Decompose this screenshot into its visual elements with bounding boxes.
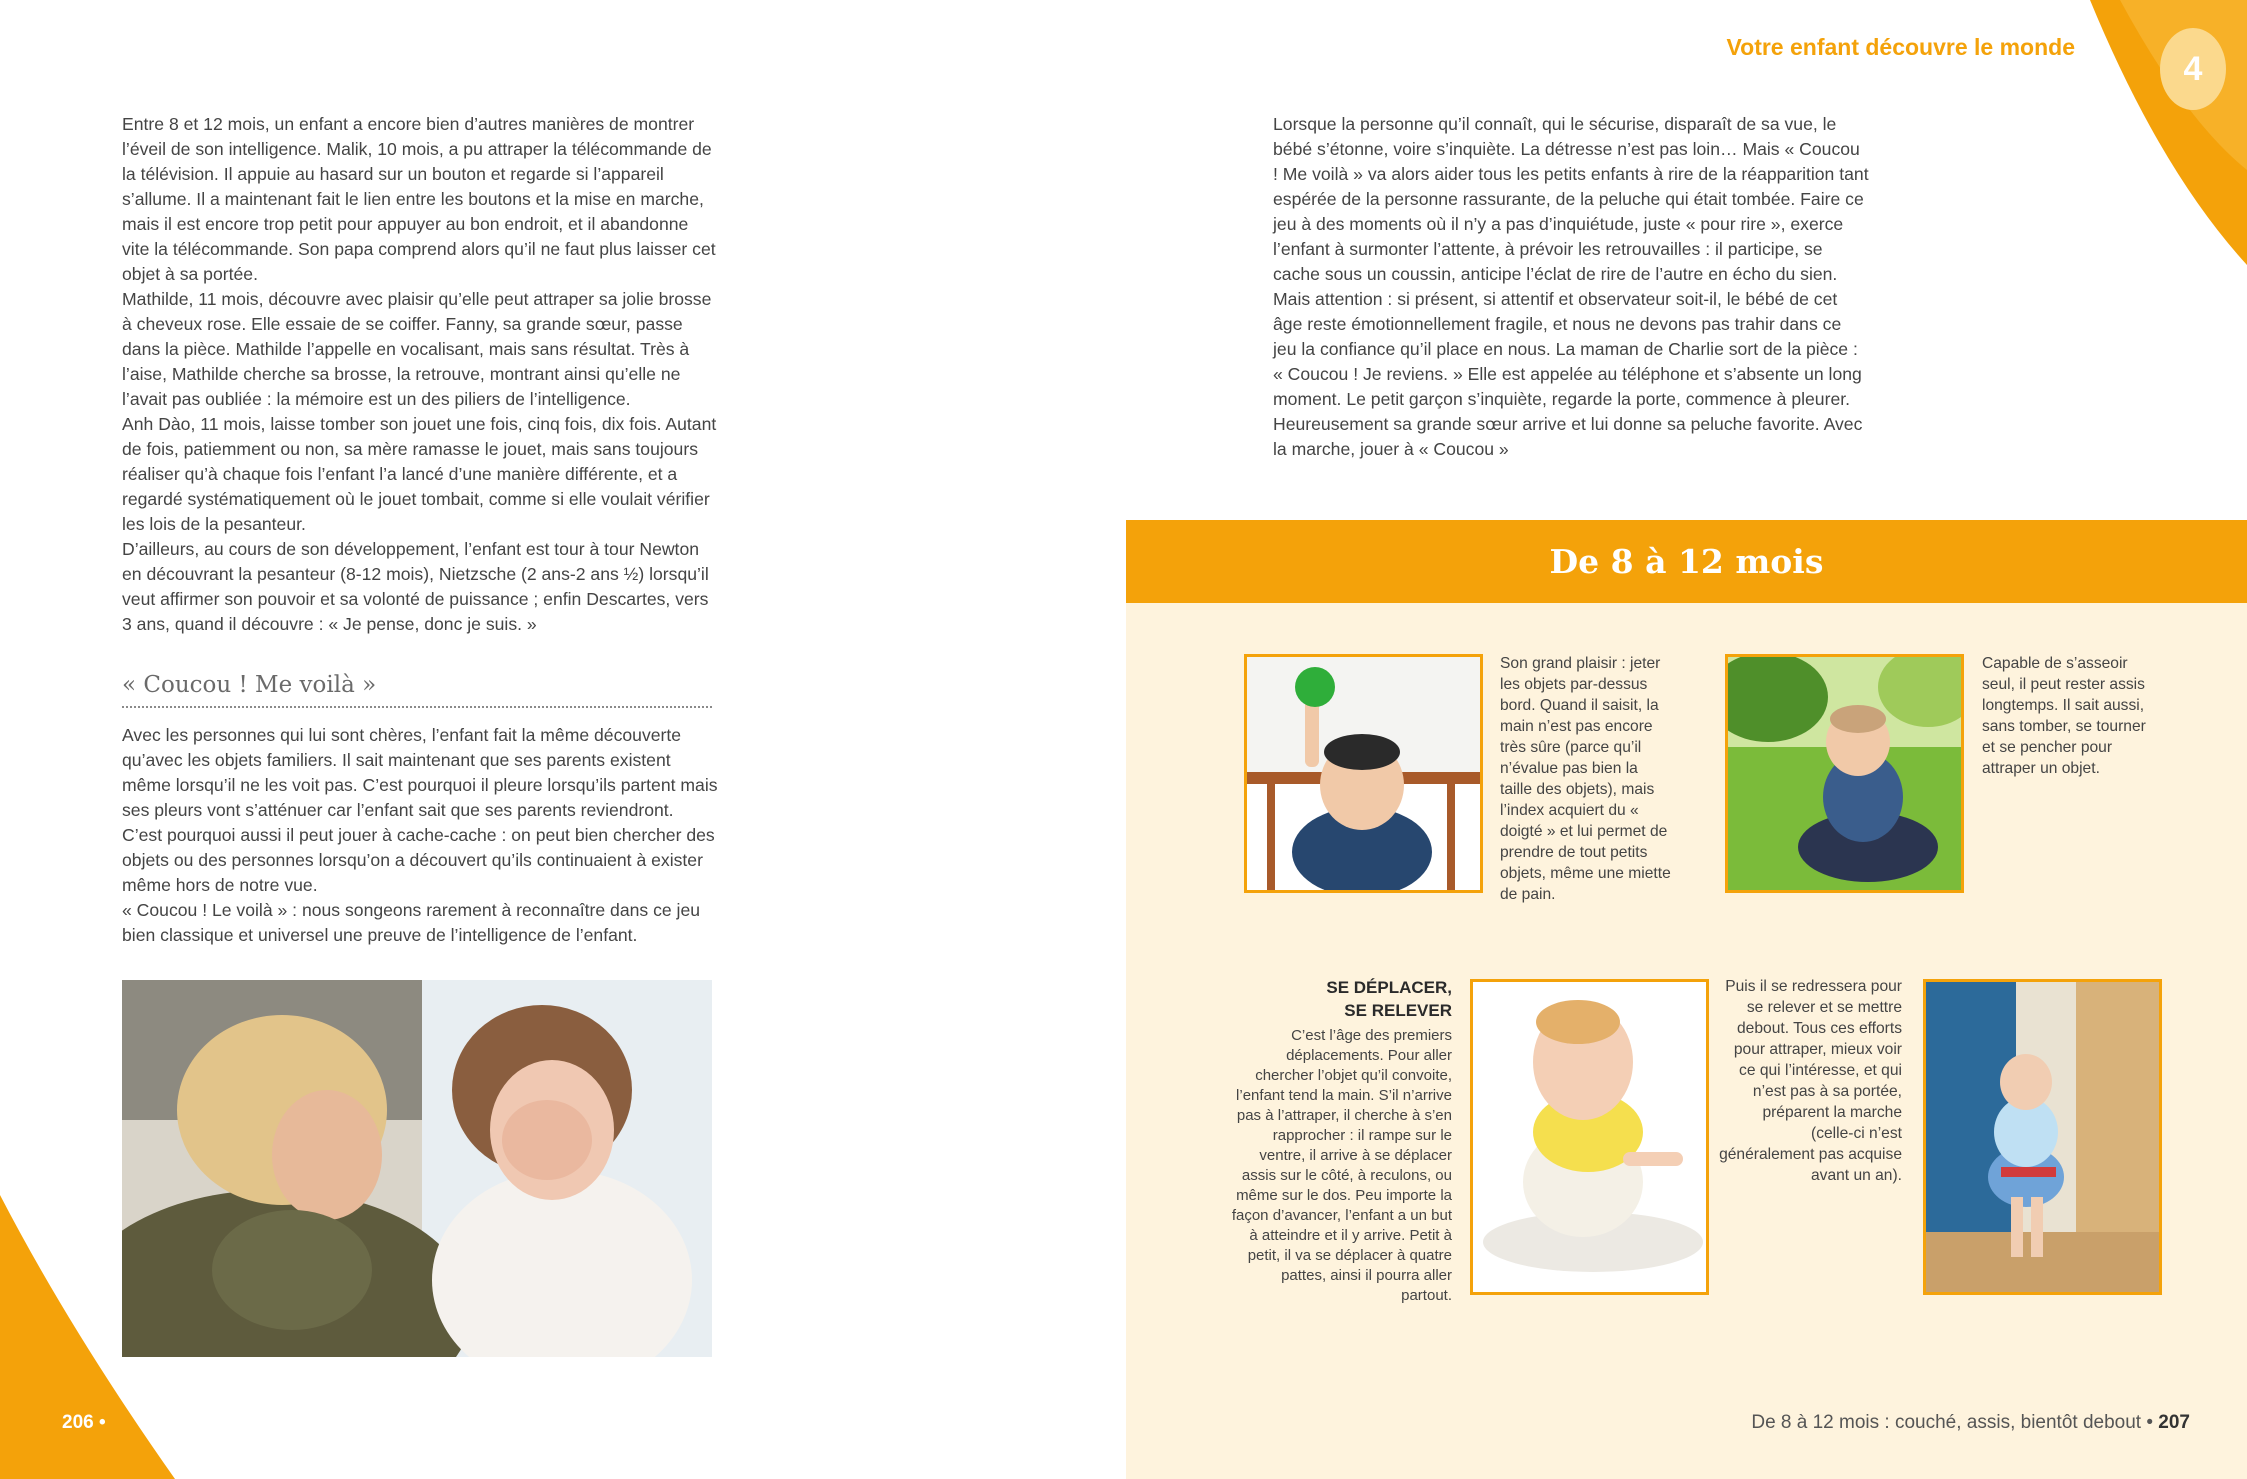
sidebar-title-band: De 8 à 12 mois (1126, 520, 2247, 603)
left-body-top (122, 112, 718, 637)
footer-text: De 8 à 12 mois : couché, assis, bientôt debout • (1751, 1412, 2154, 1433)
caption-block-3 (1230, 976, 1452, 1306)
caption-thumb-1: Son grand plaisir : jeter les objets par-dessus bord. Quand il saisit, la main n’est pas encore très sûre (parce qu’il n’évalue pas bien la taille des objets), mais l’index acquiert du « doigté » et lui permet de prendre de tout petits objets, même une miette de pain. (1500, 655, 1671, 903)
photo-mother-child-icon (122, 980, 712, 1357)
page-number-left: 206 • (62, 1412, 106, 1433)
paragraph: Avec les personnes qui lui sont chères, l’enfant fait la même découverte qu’avec les objets familiers. Il sait maintenant que ses parents existent même lorsqu’il ne les voit pas. C’est pourquoi il pleure lorsqu’ils partent mais ses pleurs vont s’atténuer car l’enfant sait que ses parents reviendront. C’est pourquoi aussi il peut jouer à cache-cache : on peut bien chercher des objets ou des personnes lorsqu’on a découvert qu’ils continuaient à exister même hors de notre vue. (122, 725, 718, 895)
paragraph: Entre 8 et 12 mois, un enfant a encore bien d’autres manières de montrer l’éveil de son intelligence. Malik, 10 mois, a pu attraper la télécommande de la télévision. Il appuie au hasard sur un bouton et regarde si l’appareil s’allume. Il a maintenant fait le lien entre les boutons et la mise en marche, mais il est encore trop petit pour appuyer au bon endroit, et il abandonne vite la télécommande. Son papa comprend alors qu’il ne faut plus laisser cet objet à sa portée. (122, 114, 716, 284)
caption-title-line-2: SE RELEVER (1344, 1001, 1452, 1020)
paragraph: Anh Dào, 11 mois, laisse tomber son jouet une fois, cinq fois, dix fois. Autant de fois, patiemment ou non, sa mère ramasse le jouet, mais sans toujours réaliser qu’à chaque fois l’enfant l’a lancé d’une manière différente, et a regardé systématiquement où le jouet tombait, comme si elle voulait vérifier les lois de la pesanteur. (122, 414, 717, 534)
page-number-right: 207 (2158, 1412, 2190, 1433)
section-subheading: « Coucou ! Me voilà » (122, 672, 712, 708)
running-header: Votre enfant découvre le monde (1726, 34, 2075, 60)
photo-baby-grass-icon (1725, 654, 1964, 893)
left-body-bottom (122, 723, 718, 948)
paragraph: Mathilde, 11 mois, découvre avec plaisir qu’elle peut attraper sa jolie brosse à cheveux rose. Elle essaie de se coiffer. Fanny, sa grande sœur, passe dans la pièce. Mathilde l’appelle en vocalisant, mais sans résultat. Très à l’aise, Mathilde cherche sa brosse, la retrouve, montrant ainsi qu’elle ne l’avait pas oubliée : la mémoire est un des piliers de l’intelligence. (122, 289, 712, 409)
photo-baby-crawling-icon (1470, 979, 1709, 1295)
paragraph: « Coucou ! Le voilà » : nous songeons rarement à reconnaître dans ce jeu bien classique et universel une preuve de l’intelligence de l’enfant. (122, 900, 701, 945)
paragraph: Lorsque la personne qu’il connaît, qui le sécurise, disparaît de sa vue, le bébé s’étonne, voire s’inquiète. La détresse n’est pas loin… Mais « Coucou ! Me voilà » va alors aider tous les petits enfants à rire de la réapparition tant espérée de la personne rassurante, de la peluche qui était tombée. Faire ce jeu à des moments où il n’y a pas d’inquiétude, juste « pour rire », exerce l’enfant à surmonter l’attente, à prévoir les retrouvailles : il participe, se cache sous un coussin, anticipe l’éclat de rire de l’autre en écho du sien. (1273, 114, 1869, 284)
caption-thumb-2: Capable de s’asseoir seul, il peut rester assis longtemps. Il sait aussi, sans tomber, se tourner et se pencher pour attraper un objet. (1982, 655, 2146, 777)
chapter-number-tab: 4 (2160, 28, 2226, 110)
page-footer-right (1751, 1412, 2190, 1434)
caption-thumb-3: C’est l’âge des premiers déplacements. Pour aller chercher l’objet qu’il convoite, l’enfant tend la main. S’il n’arrive pas à l’attraper, il cherche à s’en rapprocher : il rampe sur le ventre, il arrive à se déplacer assis sur le côté, à reculons, ou même sur le dos. Peu importe la façon d’avancer, l’enfant a un but à atteindre et il y arrive. Petit à petit, il va se déplacer à quatre pattes, ainsi il pourra aller partout. (1231, 1027, 1452, 1304)
photo-baby-standing-icon (1923, 979, 2162, 1295)
paragraph: D’ailleurs, au cours de son développement, l’enfant est tour à tour Newton en découvrant la pesanteur (8-12 mois), Nietzsche (2 ans-2 ans ½) lorsqu’il veut affirmer son pouvoir et sa volonté de puissance ; enfin Descartes, vers 3 ans, quand il découvre : « Je pense, donc je suis. » (122, 539, 709, 634)
right-body (1273, 112, 1869, 462)
caption-thumb-4: Puis il se redressera pour se relever et se mettre debout. Tous ces efforts pour attraper, mieux voir ce qui l’intéresse, et qui n’est pas à sa portée, préparent la marche (celle-ci n’est généralement pas acquise avant un an). (1719, 978, 1902, 1184)
photo-baby-ball-icon (1244, 654, 1483, 893)
caption-title-line-1: SE DÉPLACER, (1326, 978, 1452, 997)
paragraph: Mais attention : si présent, si attentif et observateur soit-il, le bébé de cet âge reste émotionnellement fragile, et nous ne devons pas trahir dans ce jeu la confiance qu’il place en nous. La maman de Charlie sort de la pièce : « Coucou ! Je reviens. » Elle est appelée au téléphone et s’absente un long moment. Le petit garçon s’inquiète, regarde la porte, commence à pleurer. Heureusement sa grande sœur arrive et lui donne sa peluche favorite. Avec la marche, jouer à « Coucou » (1273, 289, 1863, 459)
